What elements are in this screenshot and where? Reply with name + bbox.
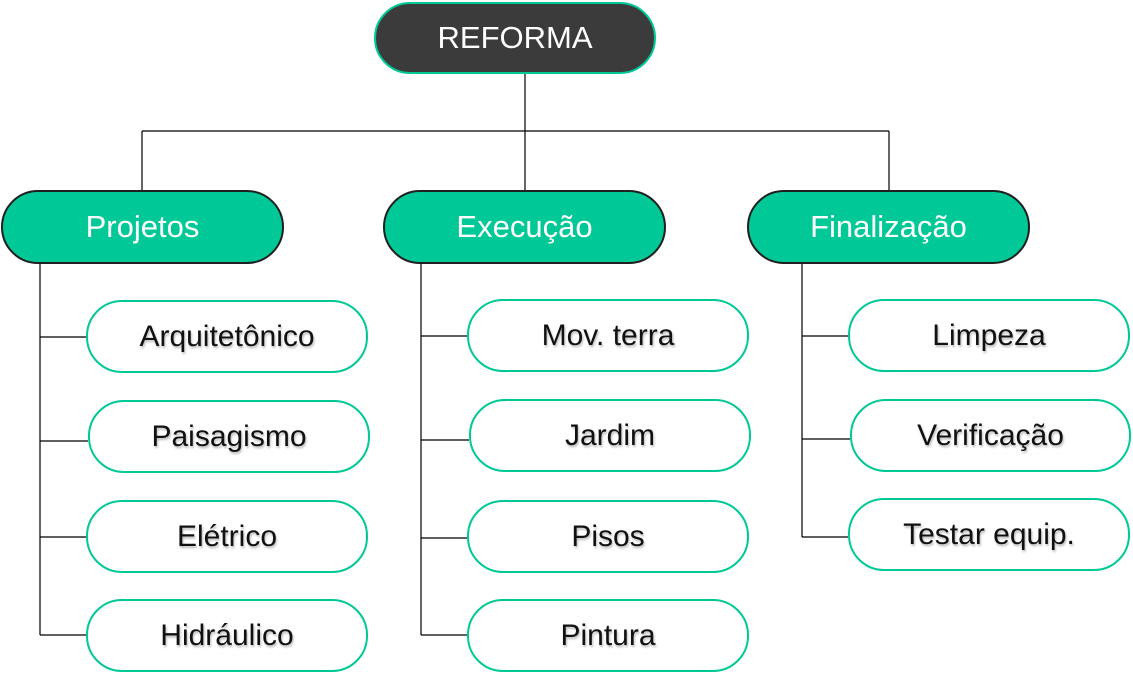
category-label: Execução xyxy=(456,209,593,244)
category-label: Finalização xyxy=(810,209,967,244)
task-node-mov-terra xyxy=(467,299,749,372)
task-node-pintura xyxy=(467,599,749,672)
task-node-testar-equip xyxy=(848,498,1130,571)
task-node-hidraulico xyxy=(86,599,368,672)
task-label: Limpeza xyxy=(932,318,1046,352)
task-label: Verificação xyxy=(917,418,1064,452)
task-label: Jardim xyxy=(564,418,655,452)
category-node-finalizacao xyxy=(747,190,1030,264)
task-label: Pisos xyxy=(571,519,645,553)
task-node-verificacao xyxy=(850,399,1131,472)
task-label: Arquitetônico xyxy=(139,319,315,353)
task-label: Pintura xyxy=(560,618,656,652)
task-node-arquitetonico xyxy=(86,300,368,373)
task-label: Elétrico xyxy=(176,519,278,553)
category-node-projetos xyxy=(1,190,284,264)
task-node-paisagismo xyxy=(88,400,370,473)
task-node-limpeza xyxy=(848,299,1130,372)
category-node-execucao xyxy=(383,190,666,264)
task-label: Mov. terra xyxy=(541,318,675,352)
task-node-pisos xyxy=(467,500,749,573)
task-label: Hidráulico xyxy=(160,618,294,652)
root-node-reforma xyxy=(374,2,656,74)
task-label: Paisagismo xyxy=(151,419,307,453)
task-node-jardim xyxy=(469,399,751,472)
task-label: Testar equip. xyxy=(903,517,1075,551)
root-label: REFORMA xyxy=(437,20,593,55)
category-label: Projetos xyxy=(85,209,200,244)
task-node-eletrico xyxy=(86,500,368,573)
